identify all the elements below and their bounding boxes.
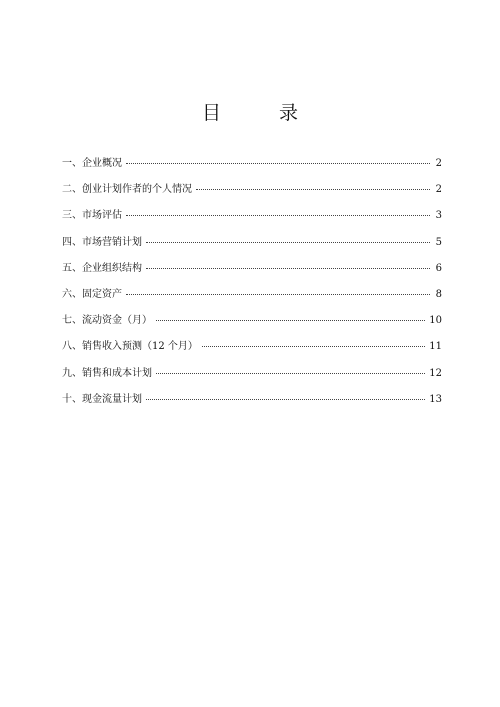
toc-entry-page: 5 [435, 236, 442, 248]
toc-entry-label: 一、企业概况 [62, 158, 122, 169]
toc-entry-10[interactable] [62, 393, 442, 419]
toc-entry-8[interactable] [62, 340, 442, 366]
toc-entry-label: 六、固定资产 [62, 288, 122, 300]
toc-leader-dots [126, 215, 430, 216]
toc-leader-dots [126, 294, 430, 295]
toc-entry-page: 11 [429, 341, 442, 353]
toc-entry-page: 8 [435, 288, 442, 300]
toc-entry-label: 三、市场评估 [62, 210, 122, 222]
toc-entry-page: 10 [429, 315, 442, 327]
toc-leader-dots [126, 163, 430, 164]
toc-title: 目 录 [201, 102, 325, 124]
toc-entry-page: 12 [429, 367, 442, 379]
toc-entry-5[interactable] [62, 262, 442, 288]
toc-entry-label: 十、现金流量计划 [62, 393, 142, 405]
toc-entry-page: 13 [429, 393, 442, 405]
toc-entry-2[interactable] [62, 183, 442, 209]
toc-entry-7[interactable] [62, 314, 442, 340]
toc-leader-dots [202, 346, 425, 347]
toc-entry-label: 四、市场营销计划 [62, 236, 142, 248]
toc-leader-dots [196, 189, 430, 190]
toc-leader-dots [146, 399, 425, 400]
toc-entry-label: 五、企业组织结构 [62, 262, 142, 274]
toc-entry-label: 八、销售收入预测（12 个月） [62, 341, 198, 353]
toc-entry-label: 九、销售和成本计划 [62, 367, 152, 379]
toc-leader-dots [156, 320, 425, 321]
toc-entry-label: 七、流动资金（月） [62, 315, 152, 327]
toc-leader-dots [156, 373, 425, 374]
toc-leader-dots [146, 242, 430, 243]
toc-entry-page: 2 [435, 184, 442, 196]
toc-entry-4[interactable] [62, 236, 442, 262]
toc-entry-9[interactable] [62, 367, 442, 393]
table-of-contents [62, 157, 442, 419]
toc-entry-page: 6 [435, 262, 442, 274]
toc-entry-label: 二、创业计划作者的个人情况 [62, 184, 192, 196]
toc-entry-3[interactable] [62, 209, 442, 235]
toc-entry-6[interactable] [62, 288, 442, 314]
toc-entry-page: 3 [435, 210, 442, 222]
toc-leader-dots [146, 268, 430, 269]
toc-entry-page: 2 [435, 158, 442, 169]
toc-entry-1[interactable] [62, 157, 442, 183]
